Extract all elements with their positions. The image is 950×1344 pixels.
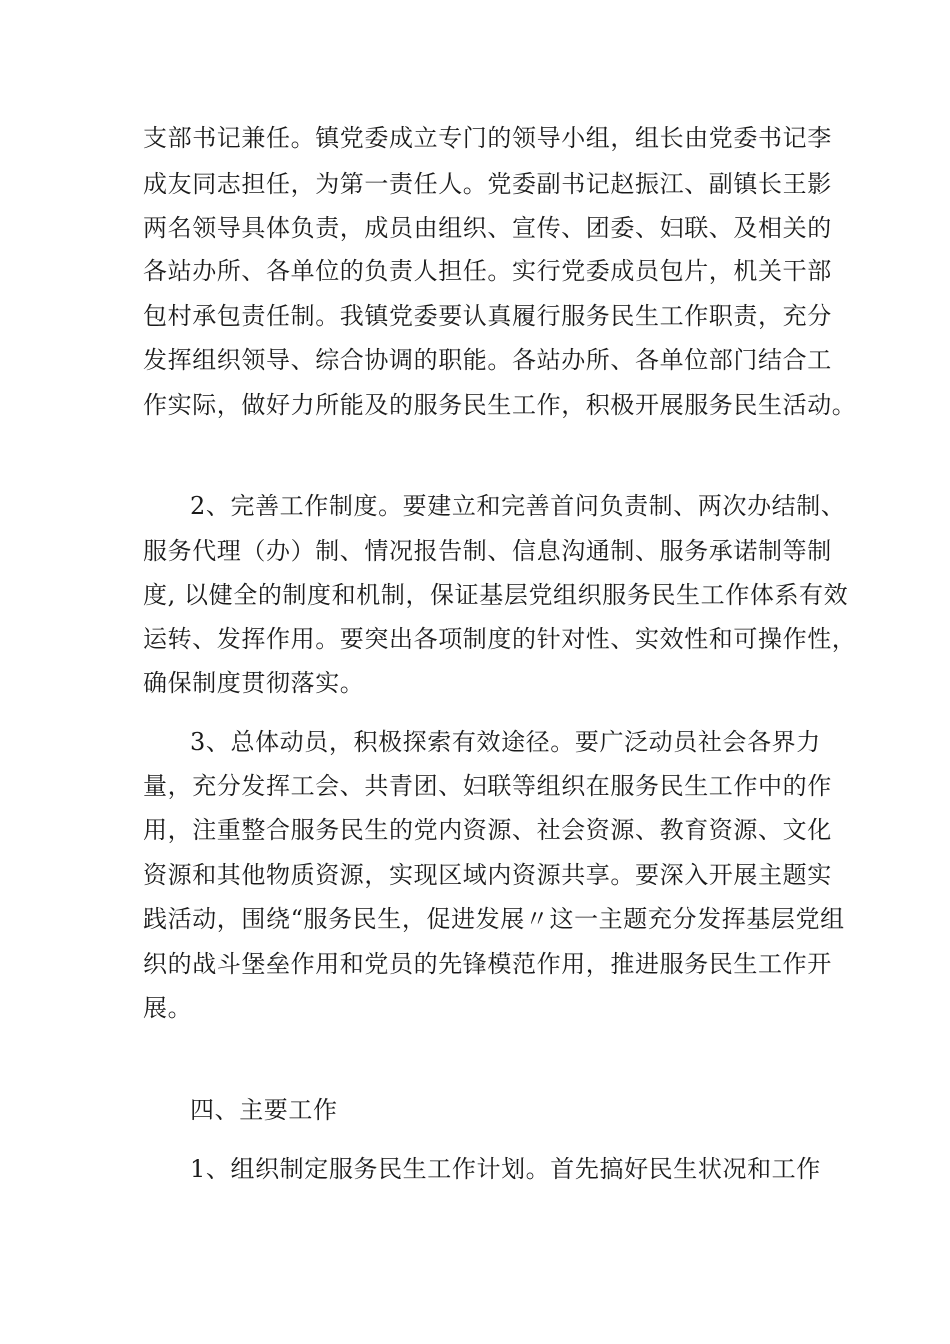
- text-line: 成友同志担任，为第一责任人。党委副书记赵振江、副镇长王影: [143, 170, 832, 198]
- text-line: 作实际，做好力所能及的服务民生工作，积极开展服务民生活动。: [143, 391, 857, 419]
- text-line: 各站办所、各单位的负责人担任。实行党委成员包片，机关干部: [143, 257, 832, 285]
- text-line: 运转、发挥作用。要突出各项制度的针对性、实效性和可操作性，: [143, 625, 857, 653]
- text-line: 3、总体动员，积极探索有效途径。要广泛动员社会各界力: [190, 728, 821, 756]
- text-line: 包村承包责任制。我镇党委要认真履行服务民生工作职责，充分: [143, 302, 832, 330]
- text-line: 织的战斗堡垒作用和党员的先锋模范作用，推进服务民生工作开: [143, 950, 832, 978]
- text-line: 1、组织制定服务民生工作计划。首先搞好民生状况和工作: [190, 1155, 821, 1183]
- section-heading: 四、主要工作: [190, 1096, 338, 1124]
- text-line: 2、完善工作制度。要建立和完善首问负责制、两次办结制、: [190, 492, 846, 520]
- text-line: 用，注重整合服务民生的党内资源、社会资源、教育资源、文化: [143, 816, 832, 844]
- text-line: 践活动，围绕“服务民生，促进发展〃这一主题充分发挥基层党组: [143, 905, 845, 933]
- text-line: 量，充分发挥工会、共青团、妇联等组织在服务民生工作中的作: [143, 772, 832, 800]
- text-line: 服务代理（办）制、情况报告制、信息沟通制、服务承诺制等制: [143, 537, 832, 565]
- text-line: 两名领导具体负责，成员由组织、宣传、团委、妇联、及相关的: [143, 214, 832, 242]
- text-line: 支部书记兼任。镇党委成立专门的领导小组，组长由党委书记李: [143, 124, 832, 152]
- text-line: 确保制度贯彻落实。: [143, 669, 365, 697]
- text-line: 展。: [143, 994, 193, 1022]
- text-line: 度, 以健全的制度和机制，保证基层党组织服务民生工作体系有效: [143, 581, 849, 609]
- text-line: 资源和其他物质资源，实现区域内资源共享。要深入开展主题实: [143, 861, 832, 889]
- text-line: 发挥组织领导、综合协调的职能。各站办所、各单位部门结合工: [143, 346, 832, 374]
